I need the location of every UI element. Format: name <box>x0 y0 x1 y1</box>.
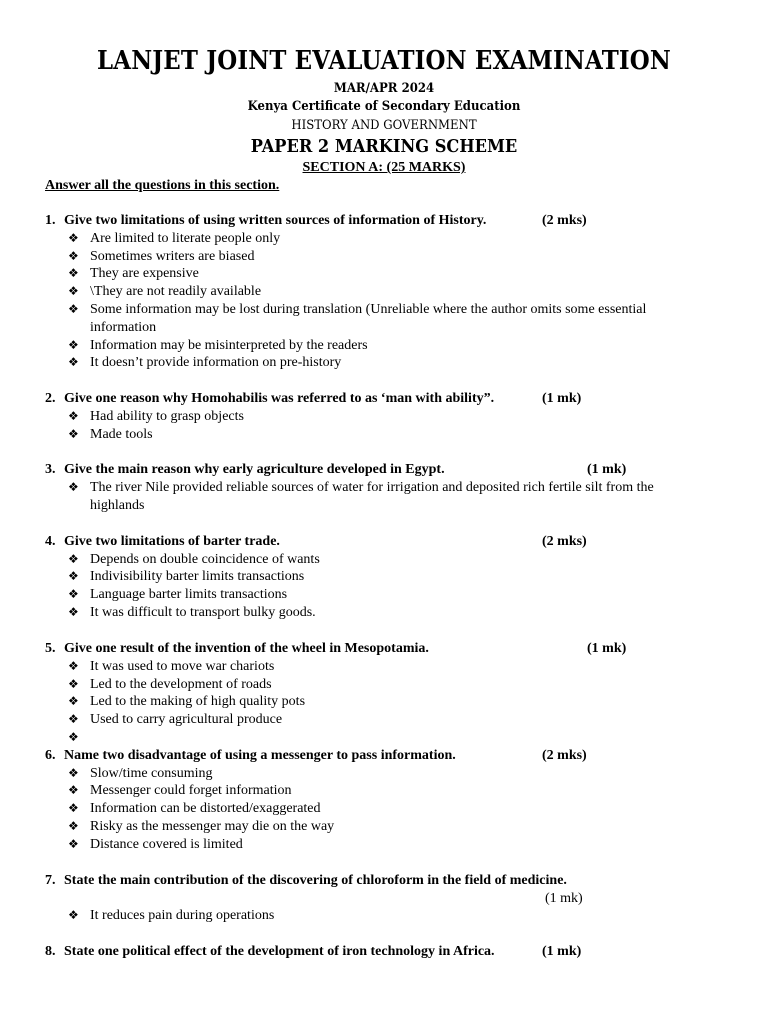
question-3 <box>45 462 445 478</box>
answer-text: Depends on double coincidence of wants <box>90 552 320 567</box>
answer-text: Had ability to grasp objects <box>90 409 244 424</box>
answer-item <box>68 302 646 318</box>
answer-text: Are limited to literate people only <box>90 231 281 246</box>
bullet-icon: ❖ <box>68 694 79 708</box>
question-5 <box>45 641 429 657</box>
question-2-marks: (1 mk) <box>542 391 582 406</box>
bullet-icon: ❖ <box>68 409 79 423</box>
bullet-icon: ❖ <box>68 249 79 263</box>
answer-item <box>68 552 320 568</box>
question-number: 8. <box>45 944 56 959</box>
question-8 <box>45 944 495 960</box>
bullet-icon: ❖ <box>68 569 79 583</box>
bullet-icon: ❖ <box>68 783 79 797</box>
answer-item <box>68 837 243 853</box>
exam-session: MAR/APR 2024 <box>333 81 435 96</box>
answer-text: Language barter limits transactions <box>90 587 288 602</box>
question-number: 7. <box>45 873 56 888</box>
bullet-icon: ❖ <box>68 338 79 352</box>
answer-item <box>68 284 261 300</box>
instruction-text: Answer all the questions in this section. <box>45 178 280 193</box>
answer-text: Risky as the messenger may die on the way <box>90 819 335 834</box>
question-text: State the main contribution of the discovering of chloroform in the field of medicine. <box>64 873 567 888</box>
answer-text: Information can be distorted/exaggerated <box>90 801 321 816</box>
question-1-marks: (2 mks) <box>542 213 587 228</box>
question-5-marks: (1 mk) <box>587 641 627 656</box>
bullet-icon: ❖ <box>68 587 79 601</box>
answer-text: Sometimes writers are biased <box>90 249 255 264</box>
bullet-icon: ❖ <box>68 766 79 780</box>
question-3-marks: (1 mk) <box>587 462 627 477</box>
question-text: Give two limitations of using written sources of information of History. <box>64 213 487 228</box>
question-text: Give one result of the invention of the wheel in Mesopotamia. <box>64 641 429 656</box>
answer-item <box>68 249 254 265</box>
bullet-icon: ❖ <box>68 266 79 280</box>
answer-item <box>68 605 316 621</box>
bullet-icon: ❖ <box>68 837 79 851</box>
bullet-icon: ❖ <box>68 552 79 566</box>
question-number: 3. <box>45 462 56 477</box>
bullet-icon: ❖ <box>68 659 79 673</box>
answer-item <box>68 338 368 354</box>
answer-item <box>68 908 274 924</box>
answer-item <box>68 819 334 835</box>
question-text: Give one reason why Homohabilis was referred to as ‘man with ability”. <box>64 391 495 406</box>
paper-title: PAPER 2 MARKING SCHEME <box>250 136 518 157</box>
question-2 <box>45 391 494 407</box>
bullet-icon: ❖ <box>68 427 79 441</box>
answer-continuation: information <box>90 320 157 335</box>
answer-item <box>68 730 90 746</box>
answer-item <box>68 480 654 496</box>
answer-item <box>68 587 287 603</box>
question-number: 5. <box>45 641 56 656</box>
answer-text: Some information may be lost during translation (Unreliable where the author omits some essential <box>90 302 647 317</box>
answer-text: Led to the making of high quality pots <box>90 694 306 709</box>
answer-text: Used to carry agricultural produce <box>90 712 283 727</box>
bullet-icon: ❖ <box>68 801 79 815</box>
answer-text: It reduces pain during operations <box>90 908 275 923</box>
question-1 <box>45 213 486 229</box>
question-4-marks: (2 mks) <box>542 534 587 549</box>
question-text: State one political effect of the development of iron technology in Africa. <box>64 944 495 959</box>
answer-text: They are expensive <box>90 266 199 281</box>
question-7 <box>45 873 567 889</box>
question-6-marks: (2 mks) <box>542 748 587 763</box>
answer-text: It was used to move war chariots <box>90 659 275 674</box>
answer-item <box>68 659 274 675</box>
question-text: Give the main reason why early agriculture developed in Egypt. <box>64 462 445 477</box>
answer-item <box>68 694 305 710</box>
bullet-icon: ❖ <box>68 480 79 494</box>
bullet-icon: ❖ <box>68 908 79 922</box>
answer-item <box>68 427 153 443</box>
bullet-icon: ❖ <box>68 730 79 744</box>
answer-text: Made tools <box>90 427 153 442</box>
certificate-name: Kenya Certificate of Secondary Education <box>247 99 521 114</box>
answer-text: \They are not readily available <box>90 284 262 299</box>
bullet-icon: ❖ <box>68 355 79 369</box>
answer-text: Indivisibility barter limits transactions <box>90 569 305 584</box>
bullet-icon: ❖ <box>68 677 79 691</box>
answer-text: It doesn’t provide information on pre-history <box>90 355 342 370</box>
answer-continuation: highlands <box>90 498 145 513</box>
answer-item <box>68 712 282 728</box>
bullet-icon: ❖ <box>68 712 79 726</box>
answer-item <box>68 266 199 282</box>
answer-text: Led to the development of roads <box>90 677 272 692</box>
answer-text: Information may be misinterpreted by the readers <box>90 338 368 353</box>
question-number: 2. <box>45 391 56 406</box>
bullet-icon: ❖ <box>68 302 79 316</box>
answer-text: The river Nile provided reliable sources of water for irrigation and deposited rich fertile silt from the <box>90 480 654 495</box>
bullet-icon: ❖ <box>68 605 79 619</box>
section-heading: SECTION A: (25 MARKS) <box>302 160 466 175</box>
answer-item <box>68 766 213 782</box>
answer-item <box>68 677 272 693</box>
answer-item <box>68 783 292 799</box>
bullet-icon: ❖ <box>68 231 79 245</box>
answer-item <box>68 801 321 817</box>
question-4 <box>45 534 280 550</box>
subject-name: HISTORY AND GOVERNMENT <box>291 118 477 133</box>
question-7-marks: (1 mk) <box>545 891 583 906</box>
answer-item <box>68 409 244 425</box>
question-8-marks: (1 mk) <box>542 944 582 959</box>
answer-text: Messenger could forget information <box>90 783 292 798</box>
bullet-icon: ❖ <box>68 819 79 833</box>
answer-item <box>68 569 304 585</box>
answer-item <box>68 231 280 247</box>
question-6 <box>45 748 456 764</box>
question-number: 1. <box>45 213 56 228</box>
exam-title: LANJET JOINT EVALUATION EXAMINATION <box>97 46 671 76</box>
answer-item <box>68 355 341 371</box>
answer-text: Distance covered is limited <box>90 837 243 852</box>
question-number: 6. <box>45 748 56 763</box>
question-text: Name two disadvantage of using a messenger to pass information. <box>64 748 456 763</box>
question-text: Give two limitations of barter trade. <box>64 534 280 549</box>
answer-text: It was difficult to transport bulky goods. <box>90 605 316 620</box>
answer-text: Slow/time consuming <box>90 766 213 781</box>
question-number: 4. <box>45 534 56 549</box>
bullet-icon: ❖ <box>68 284 79 298</box>
